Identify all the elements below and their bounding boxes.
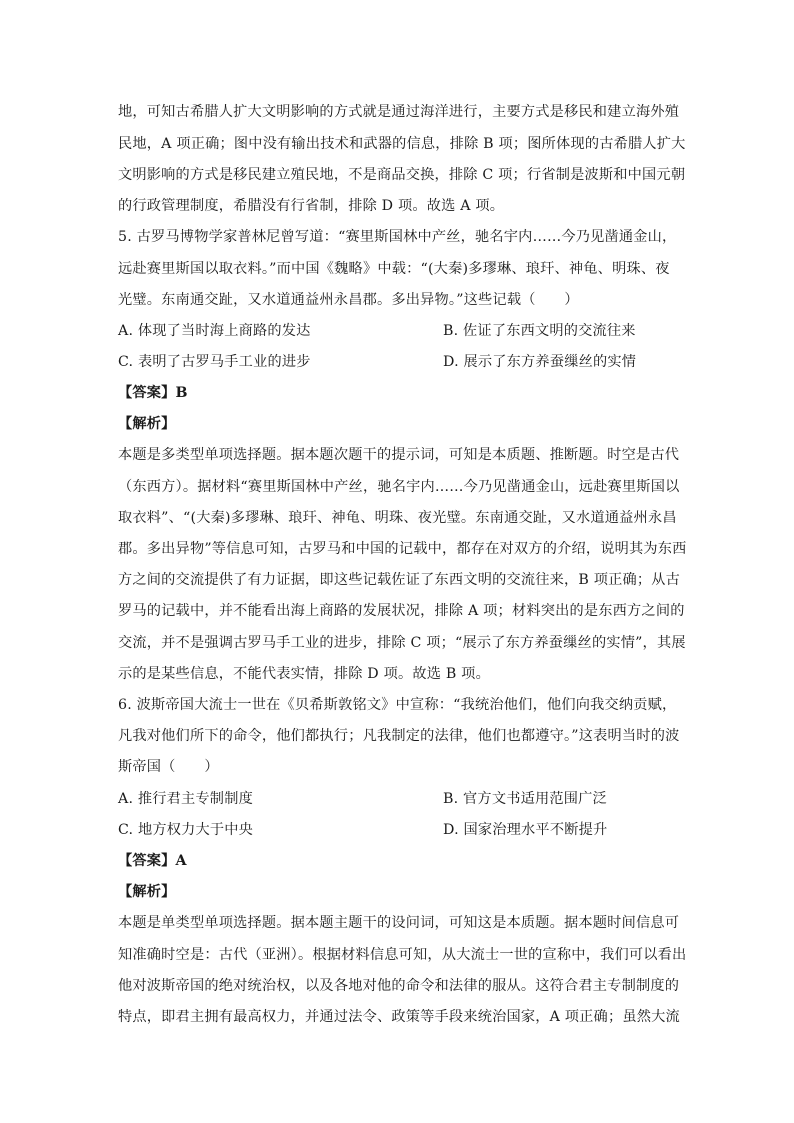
- q5-analysis-line-8: 示的是某些信息，不能代表实情，排除 D 项。故选 B 项。: [118, 666, 490, 682]
- q6-option-a: A. 推行君主专制制度: [118, 791, 253, 807]
- q5-stem-line-2: 远赴赛里斯国以取衣料。”而中国《魏略》中载：“(大秦)多璆琳、琅玕、神龟、明珠、夜: [118, 261, 670, 277]
- q5-analysis-line-4: 郡。多出异物”等信息可知，古罗马和中国的记载中，都存在对双方的介绍，说明其为东西: [118, 541, 687, 557]
- q6-option-c: C. 地方权力大于中央: [118, 822, 254, 838]
- q5-option-c: C. 表明了古罗马手工业的进步: [118, 354, 311, 370]
- intro-line-2: 民地，A 项正确；图中没有输出技术和武器的信息，排除 B 项；图所体现的古希腊人扩大: [118, 136, 686, 152]
- q5-option-b: B. 佐证了东西文明的交流往来: [443, 323, 636, 339]
- q6-option-b: B. 官方文书适用范围广泛: [443, 791, 607, 807]
- q6-answer: 【答案】A: [118, 853, 187, 869]
- q5-stem-line-3: 光璧。东南通交趾，又水道通益州永昌郡。多出异物。”这些记载（ ）: [118, 292, 579, 308]
- q6-stem-line-3: 斯帝国（ ）: [118, 759, 219, 775]
- intro-line-3: 文明影响的方式是移民建立殖民地，不是商品交换，排除 C 项；行省制是波斯和中国元朝: [118, 167, 686, 183]
- q6-stem-line-2: 凡我对他们所下的命令，他们都执行；凡我制定的法律，他们也都遵守。”这表明当时的波: [118, 728, 680, 744]
- q6-analysis-label: 【解析】: [118, 884, 176, 900]
- q5-analysis-line-7: 交流，并不是强调古罗马手工业的进步，排除 C 项；“展示了东方养蚕缫丝的实情”，其展: [118, 635, 686, 651]
- q5-stem-line-1: 5. 古罗马博物学家普林尼曾写道：“赛里斯国林中产丝，驰名宇内……今乃见凿通金山，: [118, 229, 677, 245]
- intro-line-1: 地，可知古希腊人扩大文明影响的方式就是通过海洋进行，主要方式是移民和建立海外殖: [118, 104, 680, 120]
- q5-analysis-label: 【解析】: [118, 416, 176, 432]
- q6-analysis-line-2: 知准确时空是：古代（亚洲）。根据材料信息可知，从大流士一世的宣称中，我们可以看出: [118, 947, 687, 963]
- q6-stem-line-1: 6. 波斯帝国大流士一世在《贝希斯敦铭文》中宣称：“我统治他们，他们向我交纳贡赋，: [118, 697, 677, 713]
- q5-option-a: A. 体现了当时海上商路的发达: [118, 323, 311, 339]
- intro-line-4: 的行政管理制度，希腊没有行省制，排除 D 项。故选 A 项。: [118, 198, 505, 214]
- q5-answer: 【答案】B: [118, 385, 188, 401]
- q6-analysis-line-4: 特点，即君主拥有最高权力，并通过法令、政策等手段来统治国家，A 项正确；虽然大流: [118, 1009, 680, 1025]
- q5-analysis-line-3: 取衣料”、“(大秦)多璆琳、琅玕、神龟、明珠、夜光璧。东南通交趾，又水道通益州永昌: [118, 510, 677, 526]
- q5-analysis-line-2: （东西方）。据材料“赛里斯国林中产丝，驰名宇内……今乃见凿通金山，远赴赛里斯国以: [118, 479, 680, 495]
- q6-option-d: D. 国家治理水平不断提升: [443, 822, 608, 838]
- q5-analysis-line-5: 方之间的交流提供了有力证据，即这些记载佐证了东西文明的交流往来，B 项正确；从古: [118, 572, 681, 588]
- q5-option-d: D. 展示了东方养蚕缫丝的实情: [443, 354, 637, 370]
- q6-analysis-line-3: 他对波斯帝国的绝对统治权，以及各地对他的命令和法律的服从。这符合君主专制制度的: [118, 978, 680, 994]
- q5-analysis-line-6: 罗马的记载中，并不能看出海上商路的发展状况，排除 A 项；材料突出的是东西方之间的: [118, 603, 685, 619]
- q6-analysis-line-1: 本题是单类型单项选择题。据本题主题干的设问词，可知这是本质题。据本题时间信息可: [118, 915, 680, 931]
- q5-analysis-line-1: 本题是多类型单项选择题。据本题次题干的提示词，可知是本质题、推断题。时空是古代: [118, 447, 680, 463]
